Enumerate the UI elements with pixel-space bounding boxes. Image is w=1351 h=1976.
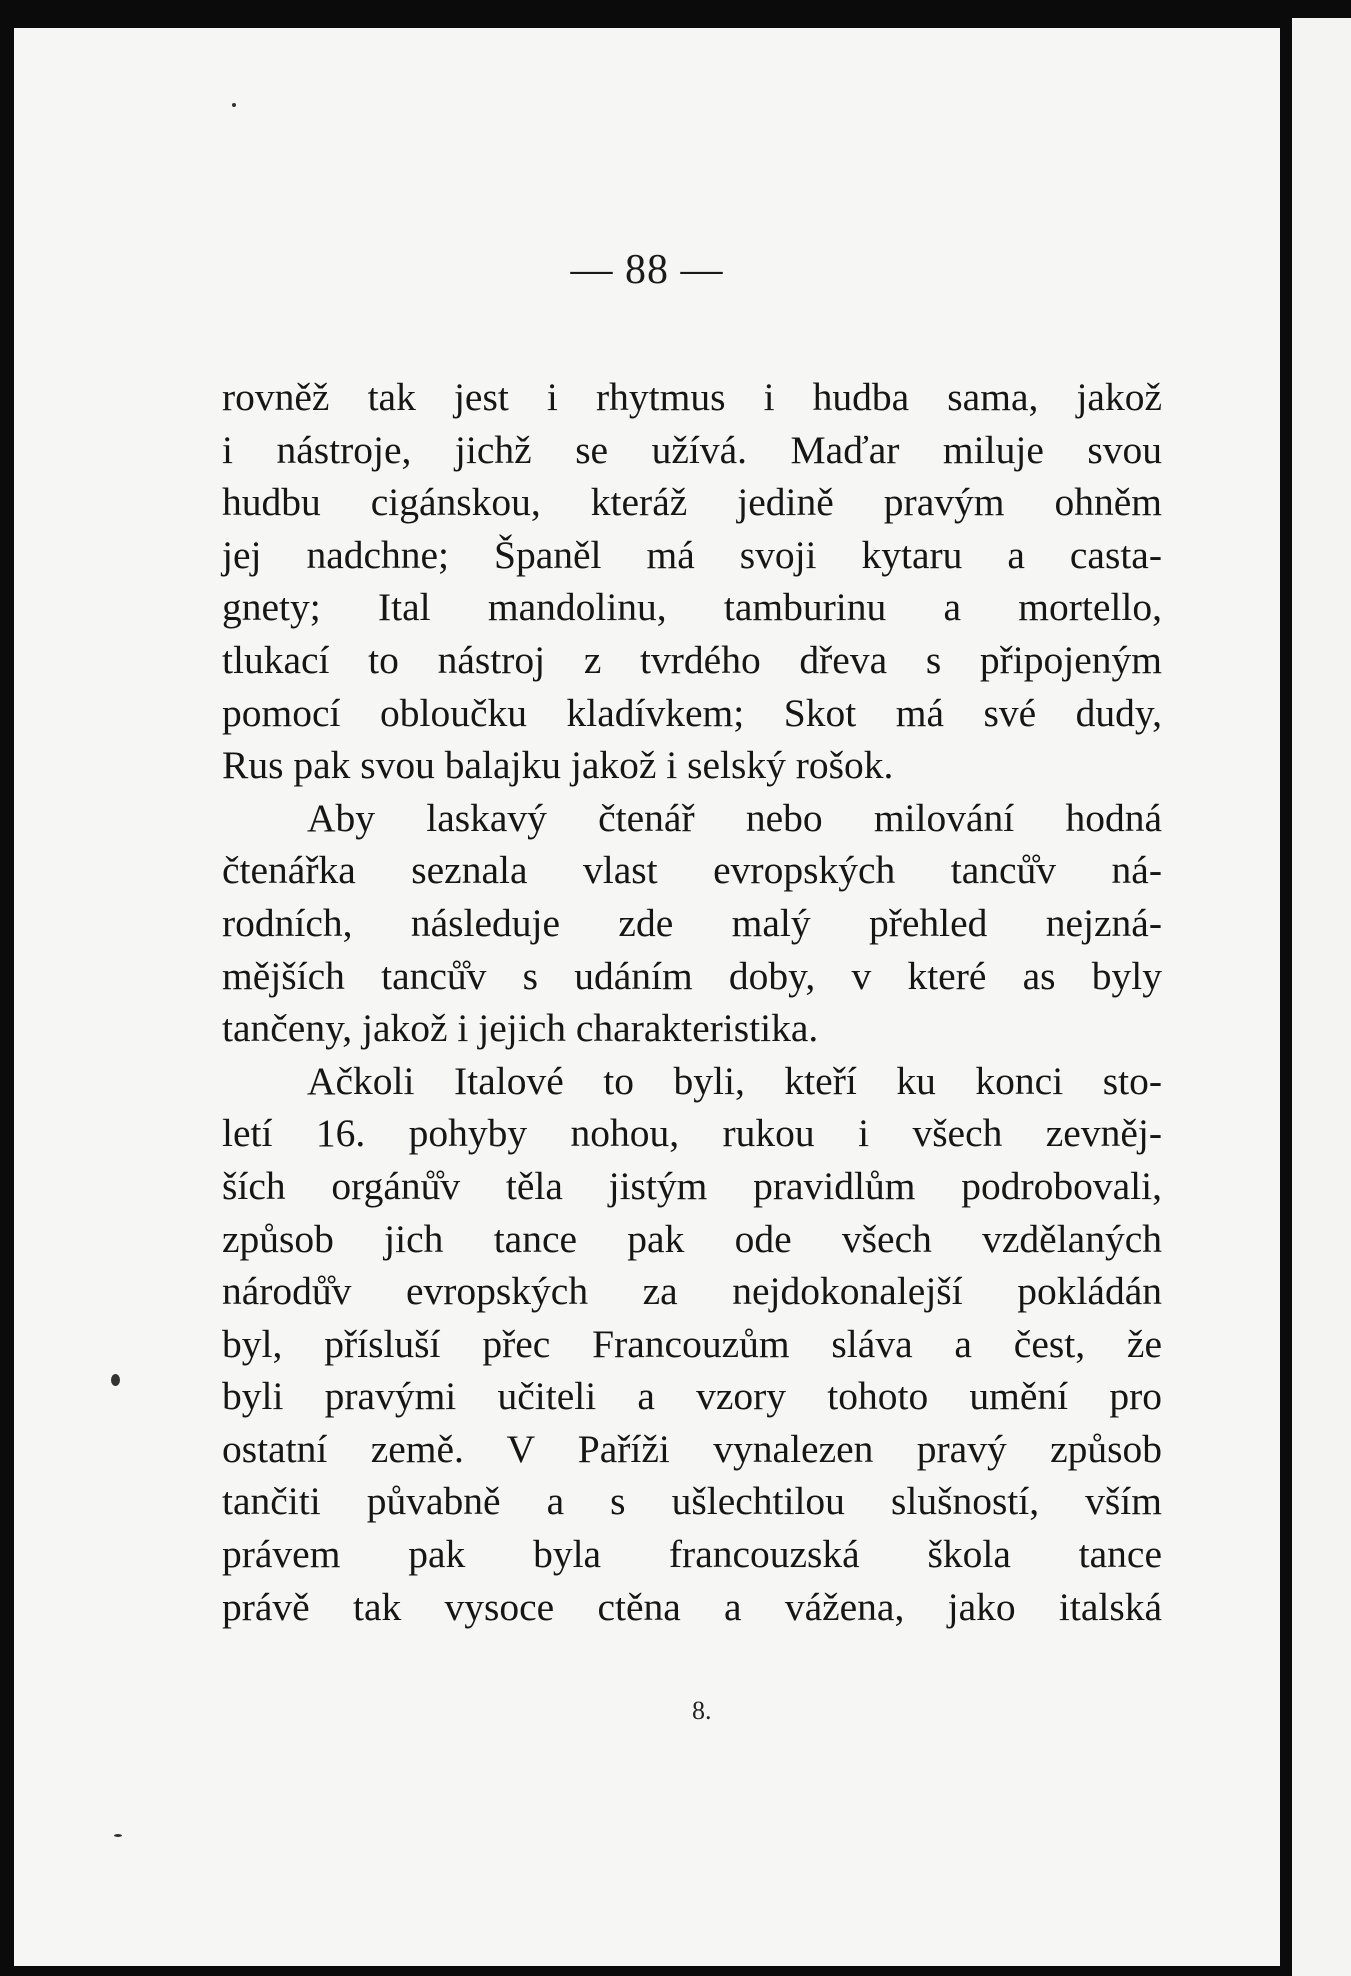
adjacent-page-edge (1292, 18, 1351, 1976)
text-line: tančeny, jakož i jejich charakteristika. (222, 1006, 819, 1051)
text-line: pomocí obloučku kladívkem; Skot má své dudy, (222, 690, 1162, 735)
text-line: rodních, následuje zde malý přehled nejzná- (222, 900, 1162, 945)
ink-speck (111, 1374, 120, 1386)
text-line: i nástroje, jichž se užívá. Maďar miluje svou (222, 427, 1162, 472)
text-line: ostatní země. V Paříži vynalezen pravý způsob (222, 1426, 1162, 1471)
text-line: ších orgánů̊v těla jistým pravidlům podrobovali, (222, 1163, 1162, 1208)
text-line: gnety; Ital mandolinu, tamburinu a mortello, (222, 585, 1162, 630)
text-line: byl, přísluší přec Francouzům sláva a čest, že (222, 1321, 1162, 1366)
ink-speck (232, 103, 236, 107)
signature-mark: 8. (692, 1696, 712, 1725)
body-text (222, 371, 1162, 1633)
text-line: letí 16. pohyby nohou, rukou i všech zevněj- (222, 1111, 1162, 1156)
text-line: tlukací to nástroj z tvrdého dřeva s připojeným (222, 637, 1162, 682)
text-line: hudbu cigánskou, kteráž jedině pravým ohněm (222, 480, 1162, 525)
text-line: byli pravými učiteli a vzory tohoto umění pro (222, 1374, 1162, 1419)
text-line: národů̊v evropských za nejdokonalejší pokládán (222, 1269, 1162, 1314)
ink-speck (114, 1834, 122, 1837)
page-number-header: — 88 — (570, 247, 724, 293)
text-line: rovněž tak jest i rhytmus i hudba sama, jakož (222, 375, 1162, 419)
text-line: mějších tanců̊v s udáním doby, v které as byly (222, 953, 1162, 998)
text-line: jej nadchne; Španěl má svoji kytaru a casta- (222, 532, 1162, 577)
text-line: právem pak byla francouzská škola tance (222, 1532, 1162, 1577)
text-line: způsob jich tance pak ode všech vzdělaných (222, 1216, 1162, 1261)
text-line: tančiti půvabně a s ušlechtilou slušností, vším (222, 1479, 1162, 1524)
text-line: právě tak vysoce ctěna a vážena, jako italská (222, 1584, 1162, 1629)
text-line: Aby laskavý čtenář nebo milování hodná (307, 795, 1162, 840)
text-line: Rus pak svou balajku jakož i selský rošok. (222, 743, 894, 788)
text-line: čtenářka seznala vlast evropských tanců̊v ná- (222, 848, 1162, 893)
book-page (14, 28, 1280, 1966)
text-line: Ačkoli Italové to byli, kteří ku konci sto- (307, 1058, 1162, 1103)
